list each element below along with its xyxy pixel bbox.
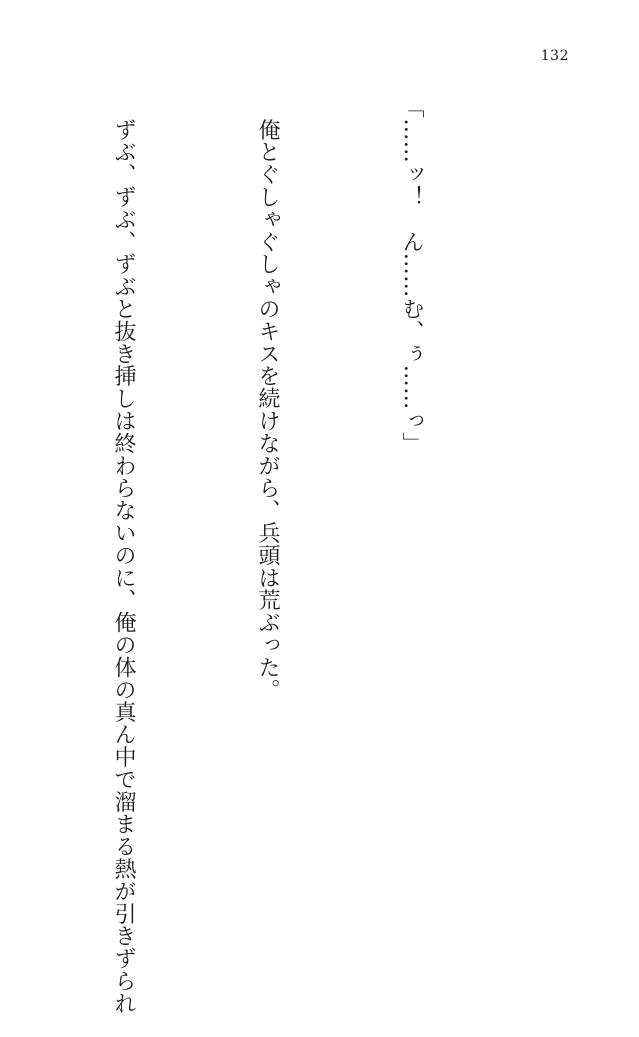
text-line [0,96,3,836]
page-number: 132 [540,48,569,64]
text-line: 「……ッ！ ん……む、ぅ……っ」 [399,96,424,455]
text-line: ずぶ、ずぶ、ずぶと抜き挿しは終わらないのに、俺の体の真ん中で溜まる熱が引きずられ [111,96,136,1015]
novel-text-block [0,96,531,1015]
text-line: 俺とぐしゃぐしゃのキスを続けながら、兵頭は荒ぶった。 [255,96,280,701]
